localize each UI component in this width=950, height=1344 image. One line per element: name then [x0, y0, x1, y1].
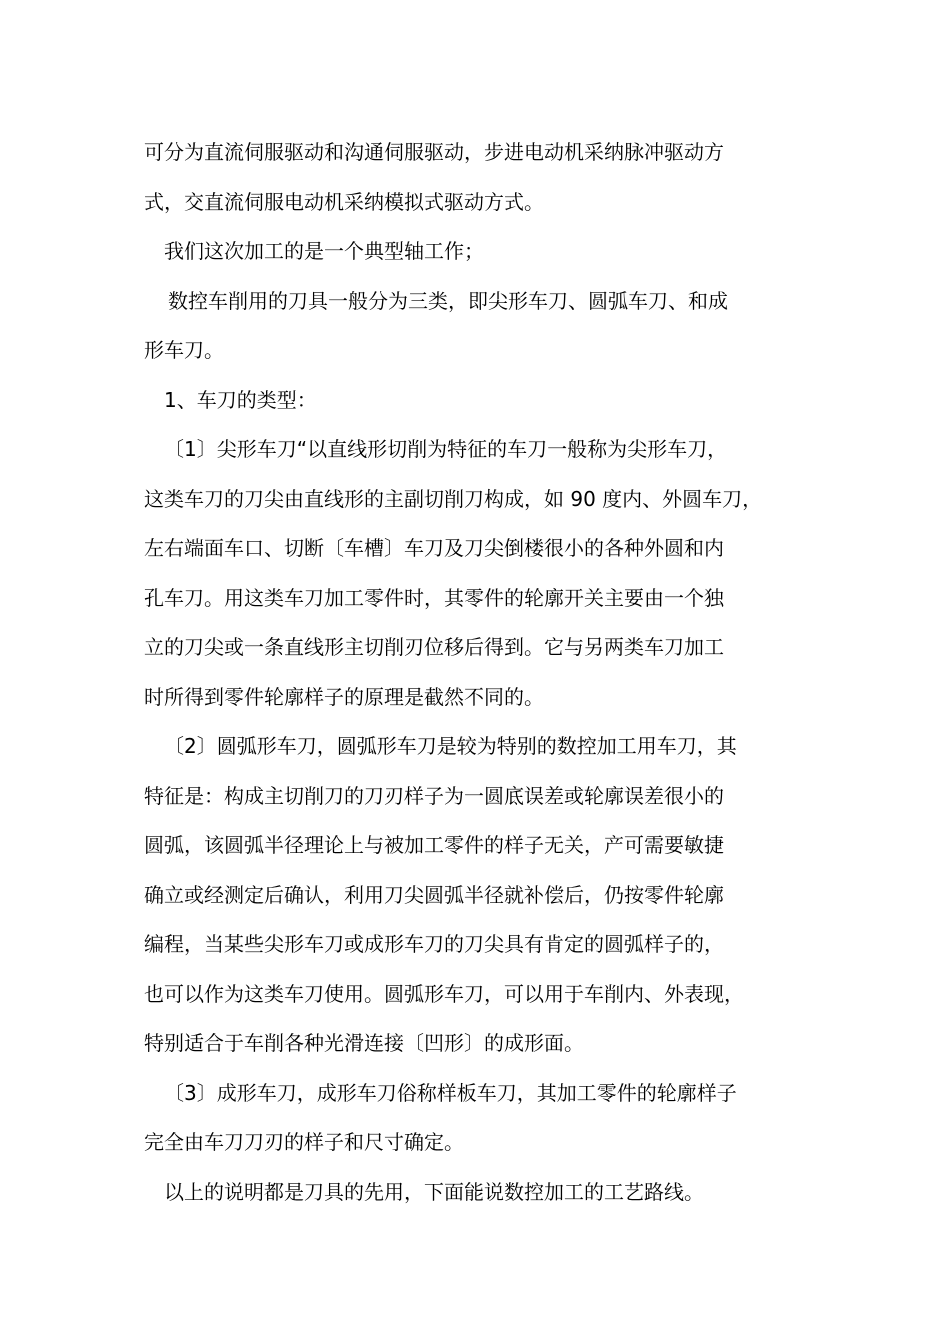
text-line: 〔3〕成形车刀，成形车刀俗称样板车刀，其加工零件的轮廓样子	[164, 1080, 737, 1105]
text-line: 左右端面车口、切断〔车槽〕车刀及刀尖倒楼很小的各种外圆和内	[144, 536, 724, 560]
text-line: 时所得到零件轮廓样子的原理是截然不同的。	[144, 684, 544, 709]
text-line: 式，交直流伺服电动机采纳模拟式驱动方式。	[144, 189, 544, 214]
text-line: 〔1〕尖形车刀“以直线形切削为特征的车刀一般称为尖形车刀，	[164, 437, 728, 461]
text-line: 这类车刀的刀尖由直线形的主副切削刀构成，如 90 度内、外圆车刀，	[144, 486, 763, 511]
body-text	[144, 128, 844, 1217]
text-line: 完全由车刀刀刃的样子和尺寸确定。	[144, 1130, 464, 1154]
text-line: 〔2〕圆弧形车刀，圆弧形车刀是较为特别的数控加工用车刀，其	[164, 734, 737, 758]
text-line: 以上的说明都是刀具的先用，下面能说数控加工的工艺路线。	[164, 1179, 704, 1204]
text-line: 1、车刀的类型：	[164, 387, 317, 412]
text-line: 也可以作为这类车刀使用。圆弧形车刀，可以用于车削内、外表现，	[144, 981, 744, 1006]
text-line: 形车刀。	[144, 338, 224, 362]
text-line: 圆弧，该圆弧半径理论上与被加工零件的样子无关，产可需要敏捷	[144, 833, 724, 857]
text-line: 孔车刀。用这类车刀加工零件时，其零件的轮廓开关主要由一个独	[144, 585, 724, 610]
text-line: 确立或经测定后确认，利用刀尖圆弧半径就补偿后，仍按零件轮廓	[144, 882, 724, 907]
text-line: 特别适合于车削各种光滑连接〔凹形〕的成形面。	[144, 1031, 584, 1055]
text-line: 特征是：构成主切削刀的刀刃样子为一圆底误差或轮廓误差很小的	[144, 783, 724, 808]
text-line: 数控车削用的刀具一般分为三类，即尖形车刀、圆弧车刀、和成	[168, 288, 728, 313]
text-line: 可分为直流伺服驱动和沟通伺服驱动，步进电动机采纳脉冲驱动方	[144, 140, 724, 164]
text-line: 我们这次加工的是一个典型轴工作；	[164, 239, 484, 263]
text-line: 编程，当某些尖形车刀或成形车刀的刀尖具有肯定的圆弧样子的，	[144, 932, 724, 956]
text-line: 立的刀尖或一条直线形主切削刃位移后得到。它与另两类车刀加工	[144, 635, 724, 659]
